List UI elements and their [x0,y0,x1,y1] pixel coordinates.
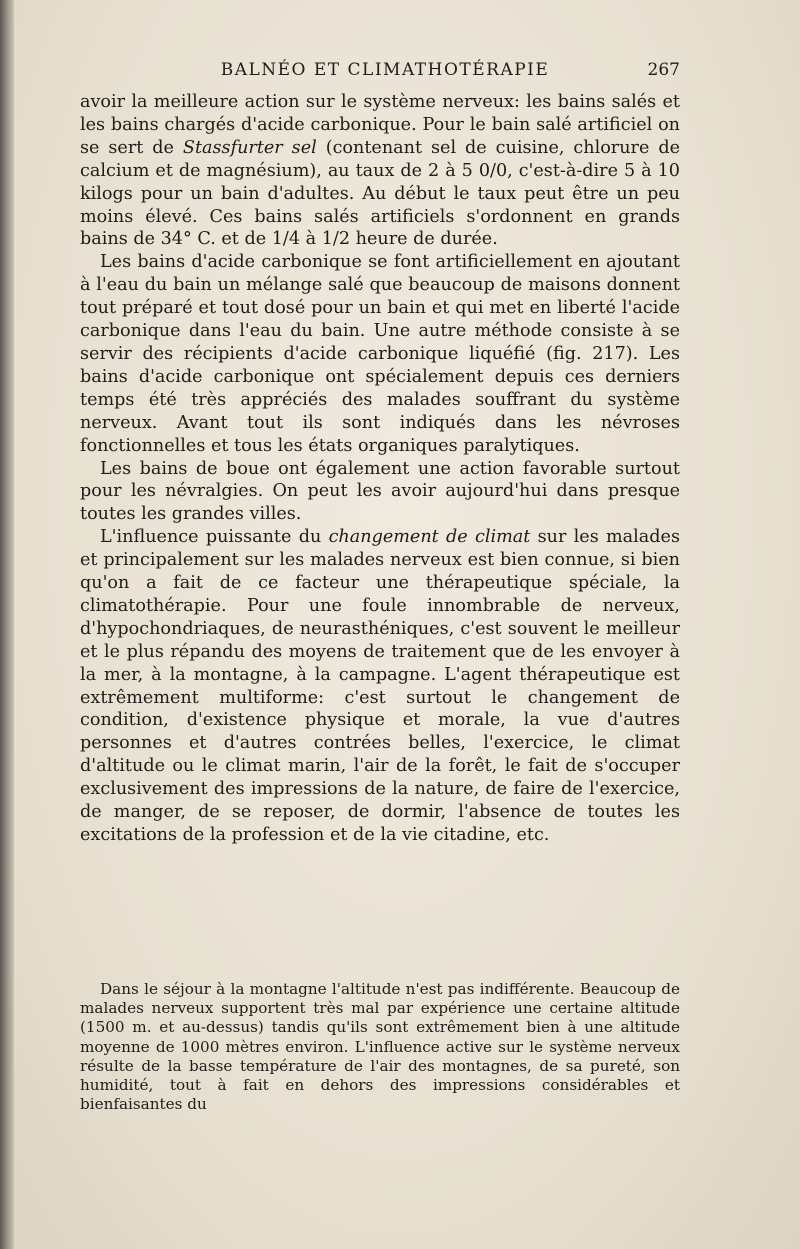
paragraph-1-end: (contenant sel de cuisine, chlorure de calcium et de magnésium), au taux de 2 à 5 0/0, c'est-à-dire 5 à 10 kilogs pour un bain d'adultes. Au début le taux peut être un peu moins élevé. Ces bains salés artificiels s'ordonnent en grands bains de 34° C. et de 1/4 à 1/2 heure de durée. [80,137,680,250]
header-title: BALNÉO ET CLIMATHOTÉRAPIE [220,60,550,80]
body-text [80,91,680,847]
footnote-text: Dans le séjour à la montagne l'altitude n'est pas indifférente. Beaucoup de malades nerveux supportent très mal par expérience une certaine altitude (1500 m. et au-dessus) tandis qu'ils sont extrêmement bien à une altitude moyenne de 1000 mètres environ. L'influence active sur le système nerveux résulte de la basse température de l'air des montagnes, de sa pureté, son humidité, tout à fait en dehors des impressions considérables et bienfaisantes du [80,980,680,1114]
paragraph-4-start: L'influence puissante du [100,527,329,548]
footnote [80,980,680,1114]
paragraph-1-italic: Stassfurter sel [182,137,317,158]
paragraph-4 [80,526,680,847]
paragraph-1-start: avoir la meilleure action sur le système nerveux: les bains salés et les bains chargés d'acide carbonique. Pour le bain salé artificiel on se sert de [80,92,680,158]
binding-edge [0,0,14,1249]
paragraph-1 [80,91,680,251]
paragraph-4-end: sur les malades et principalement sur les malades nerveux est bien connue, si bien qu'on a fait de ce facteur une thérapeutique spéciale, la climatothérapie. Pour une foule innombrable de nerveux, d'hypochondriaques, de neurasthéniques, c'est souvent le meilleur et le plus répandu des moyens de traitement que de les envoyer à la mer, à la montagne, à la campagne. L'agent thérapeutique est extrêmement multiforme: c'est surtout le changement de condition, d'existence physique et morale, la vue d'autres personnes et d'autres contrées belles, l'exercice, le climat d'altitude ou le climat marin, l'air de la forêt, le fait de s'occuper exclusivement des impressions de la nature, de faire de l'exercice, de manger, de se reposer, de dormir, l'absence de toutes les excitations de la profession et de la vie citadine, etc. [80,527,680,845]
paragraph-2: Les bains d'acide carbonique se font artificiellement en ajoutant à l'eau du bain un mélange salé que beaucoup de maisons donnent tout préparé et tout dosé pour un bain et qui met en liberté l'acide carbonique dans l'eau du bain. Une autre méthode consiste à se servir des récipients d'acide carbonique liquéfié (fig. 217). Les bains d'acide carbonique ont spécialement depuis ces derniers temps été très appréciés des malades souffrant du système nerveux. Avant tout ils sont indiqués dans les névroses fonctionnelles et tous les états organiques paralytiques. [80,252,680,456]
page-number: 267 [647,60,680,80]
paragraph-3: Les bains de boue ont également une action favorable surtout pour les névralgies. On peut les avoir aujourd'hui dans presque toutes les grandes villes. [80,458,680,525]
paragraph-4-italic: changement de climat [328,527,531,548]
running-header [80,60,680,88]
